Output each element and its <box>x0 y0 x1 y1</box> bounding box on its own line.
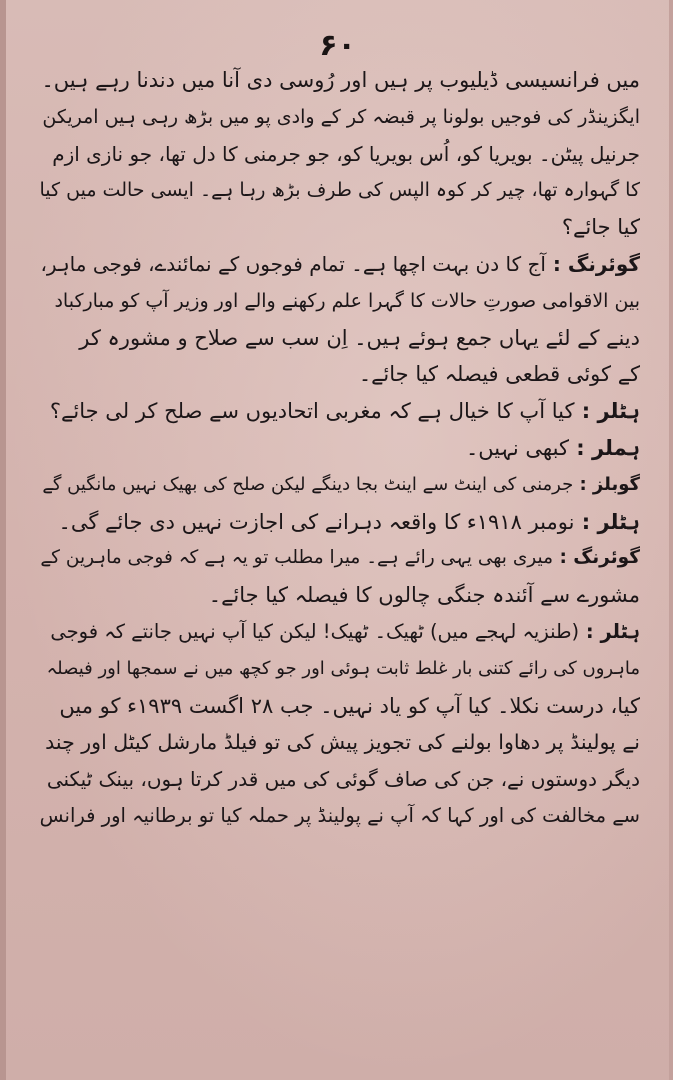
line-text: بین الاقوامی صورتِ حالات کا گہرا علم رکھنے والے اور وزیر آپ کو مبارکباد <box>54 289 640 312</box>
speaker-name: ہٹلر : <box>574 509 640 534</box>
speaker-name: ہملر : <box>568 435 640 460</box>
speaker-name: ہٹلر : <box>574 399 640 424</box>
line-text: کا گہوارہ تھا، چیر کر کوہ الپس کی طرف بڑھ رہا ہے۔ ایسی حالت میں کیا <box>40 179 640 202</box>
text-line <box>40 467 640 504</box>
text-line <box>40 724 640 761</box>
text-line <box>40 356 640 393</box>
line-text: جرنیل پیٹن۔ بویریا کو، اُس بویریا کو، جو جرمنی کا دل تھا، جو نازی ازم <box>52 141 640 166</box>
text-line <box>40 283 640 320</box>
line-text: (طنزیہ لہجے میں) ٹھیک۔ ٹھیک! لیکن کیا آپ نہیں جانتے کہ فوجی <box>50 619 580 643</box>
line-text: کبھی نہیں۔ <box>465 435 569 460</box>
text-line <box>40 246 640 283</box>
line-text: ایگزینڈر کی فوجیں بولونا پر قبضہ کر کے وادی پو میں بڑھ رہی ہیں امریکن <box>42 105 640 128</box>
line-text: میری بھی یہی رائے ہے۔ میرا مطلب تو یہ ہے کہ فوجی ماہرین کے <box>40 547 554 569</box>
line-text: دینے کے لئے یہاں جمع ہوئے ہیں۔ اِن سب سے صلاح و مشورہ کر <box>79 325 640 350</box>
line-text: میں فرانسیسی ڈیلیوب پر ہیں اور رُوسی دی آنا میں دندنا رہے ہیں۔ <box>41 68 640 92</box>
page-body-text <box>40 62 640 1062</box>
text-line <box>40 136 640 173</box>
text-line <box>40 393 640 430</box>
text-line <box>40 688 640 725</box>
text-line <box>40 614 640 651</box>
line-text: مشورے سے آئندہ جنگی چالوں کا فیصلہ کیا جائے۔ <box>208 583 640 608</box>
text-line <box>40 99 640 136</box>
line-text: نومبر ۱۹۱۸ء کا واقعہ دہرانے کی اجازت نہیں دی جائے گی۔ <box>58 509 575 534</box>
line-text: ماہروں کی رائے کتنی بار غلط ثابت ہوئی اور جو کچھ میں نے سمجھا اور فیصلہ <box>46 657 640 679</box>
text-line <box>40 504 640 541</box>
line-text: آج کا دن بہت اچھا ہے۔ تمام فوجوں کے نمائندے، فوجی ماہر، <box>40 251 546 276</box>
text-line <box>40 651 640 688</box>
text-line <box>40 209 640 246</box>
line-text: سے مخالفت کی اور کہا کہ آپ نے پولینڈ پر حملہ کیا تو برطانیہ اور فرانس <box>40 803 640 827</box>
page-number: ۶۰ <box>319 28 356 63</box>
line-text: کیا آپ کا خیال ہے کہ مغربی اتحادیوں سے صلح کر لی جائے؟ <box>49 399 575 424</box>
speaker-name: گوئرنگ : <box>553 547 640 569</box>
line-text: نے پولینڈ پر دھاوا بولنے کی تجویز پیش کی تو فیلڈ مارشل کیٹل اور چند <box>45 730 640 755</box>
text-line <box>40 430 640 467</box>
text-line <box>40 540 640 577</box>
text-line <box>40 62 640 99</box>
line-text: کے کوئی قطعی فیصلہ کیا جائے۔ <box>358 362 640 387</box>
line-text: کیا جائے؟ <box>561 215 640 240</box>
speaker-name: گوئرنگ : <box>545 251 640 276</box>
line-text: دیگر دوستوں نے، جن کی صاف گوئی کی میں قدر کرتا ہوں، بینک ٹیکنی <box>46 767 640 792</box>
speaker-name: ہٹلر : <box>579 619 640 643</box>
text-line <box>40 320 640 357</box>
line-text: کیا، درست نکلا۔ کیا آپ کو یاد نہیں۔ جب ۲۸ اگست ۱۹۳۹ء کو میں <box>59 693 640 718</box>
text-line <box>40 577 640 614</box>
text-line <box>40 761 640 798</box>
line-text: جرمنی کی اینٹ سے اینٹ بجا دینگے لیکن صلح کی بھیک نہیں مانگیں گے <box>42 473 574 495</box>
speaker-name: گوبلز : <box>573 473 640 495</box>
text-line <box>40 798 640 835</box>
text-line <box>40 172 640 209</box>
